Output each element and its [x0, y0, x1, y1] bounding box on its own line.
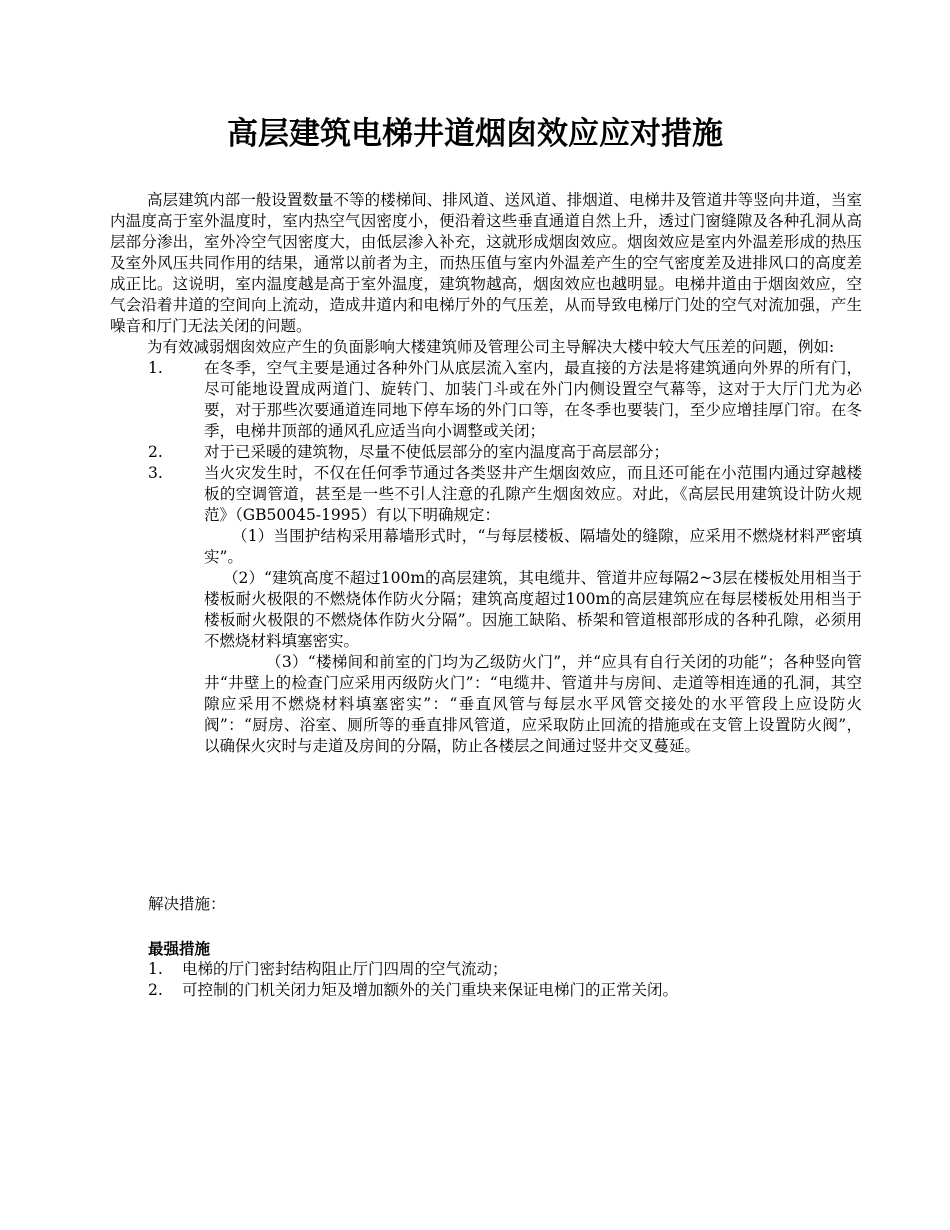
- regulation-clause-3: （3）“楼梯间和前室的门均为乙级防火门”，并“应具有自行关闭的功能”；各种竖向管井“井壁上的检查门应采用丙级防火门”：“电缆井、管道井与房间、走道等相连通的孔洞，其空隙应采用不燃烧材料填塞密实”：“垂直风管与每层水平风管交接处的水平管段上应设防火阀”：“厨房、浴室、厕所等的垂直排风管道，应采取防止回流的措施或在支管上设置防火阀”，以确保火灾时与走道及房间的分隔，防止各楼层之间通过竖井交叉蔓延。: [204, 653, 862, 755]
- measures-intro-paragraph: 为有效减弱烟囱效应产生的负面影响大楼建筑师及管理公司主导解决大楼中较大气压差的问题，例如:: [147, 338, 835, 356]
- solution-item-number: 1.: [148, 960, 163, 978]
- solution-item-text: 电梯的厅门密封结构阻止厅门四周的空气流动；: [182, 960, 508, 978]
- solutions-section: [148, 894, 862, 1001]
- list-item: [110, 442, 862, 463]
- document-title: 高层建筑电梯井道烟囱效应应对措施: [227, 116, 723, 152]
- regulation-clause-2: （2）“建筑高度不超过100m的高层建筑，其电缆井、管道井应每隔2~3层在楼板处用相当于楼板耐火极限的不燃烧体作防火分隔；建筑高度超过100m的高层建筑应在每层楼板处用相当于楼板耐火极限的不燃烧体作防火分隔”。因施工缺陷、桥架和管道根部形成的各种孔隙，必须用不燃烧材料填塞密实。: [204, 569, 862, 650]
- solution-item: [110, 980, 862, 1001]
- list-item-number: 2.: [148, 443, 163, 461]
- list-item: [110, 463, 862, 757]
- measures-list: [110, 358, 862, 757]
- solutions-list: [110, 959, 862, 1001]
- list-item-text: 当火灾发生时，不仅在任何季节通过各类竖井产生烟囱效应，而且还可能在小范围内通过穿越楼板的空调管道，甚至是一些不引人注意的孔隙产生烟囱效应。对此，《高层民用建筑设计防火规范》（GB50045-1995）有以下明确规定：: [204, 464, 862, 524]
- solution-item-number: 2.: [148, 981, 163, 999]
- regulation-clause-1: （1）当围护结构采用幕墙形式时，“与每层楼板、隔墙处的缝隙，应采用不燃烧材料严密填实”。: [204, 527, 862, 566]
- list-item-text: 对于已采暖的建筑物，尽量不使低层部分的室内温度高于高层部分；: [204, 443, 670, 461]
- strongest-measures-heading: 最强措施: [148, 939, 211, 958]
- list-item-text: 在冬季，空气主要是通过各种外门从底层流入室内，最直接的方法是将建筑通向外界的所有门，尽可能地设置成两道门、旋转门、加装门斗或在外门内侧设置空气幕等，这对于大厅门尤为必要，对于那些次要通道连同地下停车场的外门口等，在冬季也要装门，至少应增挂厚门帘。在冬季，电梯井顶部的通风孔应适当向小调整或关闭；: [204, 359, 862, 440]
- list-item-number: 1.: [148, 359, 163, 377]
- intro-paragraph: 高层建筑内部一般设置数量不等的楼梯间、排风道、送风道、排烟道、电梯井及管道井等竖向井道，当室内温度高于室外温度时，室内热空气因密度小，便沿着这些垂直通道自然上升，透过门窗缝隙及各种孔洞从高层部分渗出，室外冷空气因密度大，由低层渗入补充，这就形成烟囱效应。烟囱效应是室内外温差形成的热压及室外风压共同作用的结果，通常以前者为主，而热压值与室内外温差产生的空气密度差及进排风口的高度差成正比。这说明，室内温度越是高于室外温度，建筑物越高，烟囱效应也越明显。电梯井道由于烟囱效应，空气会沿着井道的空间向上流动，造成井道内和电梯厅外的气压差，从而导致电梯厅门处的空气对流加强，产生噪音和厅门无法关闭的问题。: [110, 191, 862, 335]
- document-body: [110, 190, 862, 757]
- list-item-number: 3.: [148, 464, 163, 482]
- solution-item: [110, 959, 862, 980]
- solution-item-text: 可控制的门机关闭力矩及增加额外的关门重块来保证电梯门的正常关闭。: [182, 981, 679, 999]
- solutions-label: 解决措施：: [148, 895, 226, 913]
- list-item: [110, 358, 862, 442]
